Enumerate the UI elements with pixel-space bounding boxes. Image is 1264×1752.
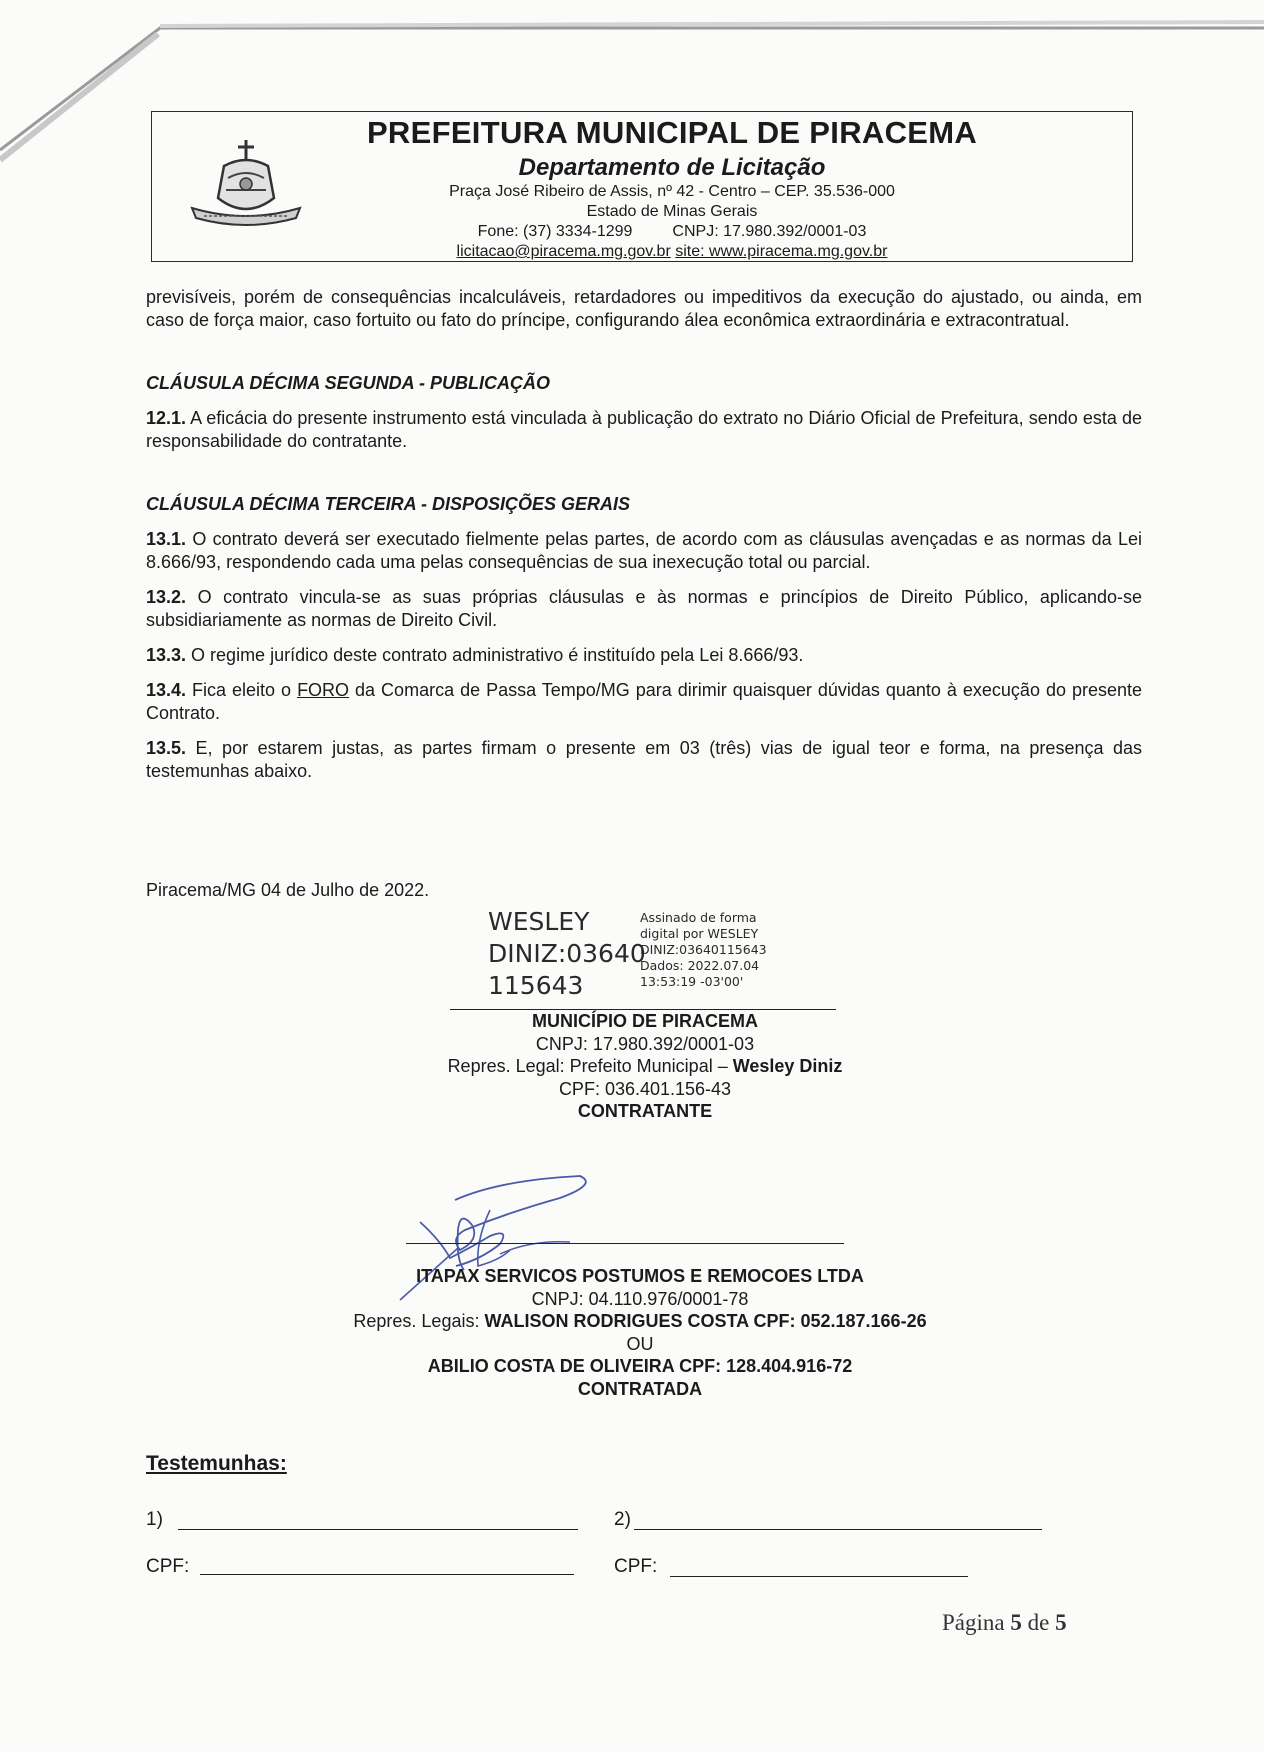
email-link[interactable]: licitacao@piracema.mg.gov.br — [456, 243, 671, 260]
department-name: Departamento de Licitação — [518, 154, 826, 181]
contratante-representative: Repres. Legal: Prefeito Municipal – Wesley Diniz — [447, 1056, 843, 1076]
contratada-role: CONTRATADA — [577, 1378, 703, 1399]
clause-number: 13.1. — [146, 529, 187, 549]
municipal-crest-icon — [184, 138, 308, 238]
intro-paragraph: previsíveis, porém de consequências incalculáveis, retardadores ou impeditivos da execução do ajustado, ou ainda, em caso de força maior, caso fortuito ou fato do príncipe, configurando álea econômica extraordinária e extracontratual. — [146, 287, 1142, 330]
witness-1-cpf-line — [200, 1574, 574, 1575]
clause-text-post: da Comarca de Passa Tempo/MG para dirimir quaisquer dúvidas quanto à execução do presente Contrato. — [146, 680, 1142, 723]
clause-13-1 — [146, 528, 1142, 574]
contratada-cnpj: CNPJ: 04.110.976/0001-78 — [531, 1288, 749, 1309]
clause-12-1 — [146, 407, 1142, 453]
clause-13-4 — [146, 679, 1142, 725]
clause-number: 13.3. — [146, 645, 187, 665]
signature-line-contratada — [406, 1243, 844, 1244]
address: Praça José Ribeiro de Assis, nº 42 - Centro – CEP. 35.536-000 — [449, 183, 895, 200]
header-cnpj: CNPJ: 17.980.392/0001-03 — [672, 223, 867, 240]
letterhead-text — [322, 112, 1022, 262]
contratante-block — [340, 1010, 950, 1123]
foro-term: FORO — [297, 680, 350, 700]
contratada-block — [220, 1265, 1060, 1400]
clause-text: O contrato vincula-se as suas próprias cláusulas e às normas e princípios de Direito Público, aplicando-se subsidiariamente as normas de Direito Civil. — [146, 587, 1142, 630]
contratada-rep2: ABILIO COSTA DE OLIVEIRA CPF: 128.404.916-72 — [427, 1356, 853, 1376]
org-name: PREFEITURA MUNICIPAL DE PIRACEMA — [366, 115, 978, 150]
phone-cnpj-line — [322, 222, 1022, 242]
digital-signature-name: WESLEY DINIZ:03640 115643 — [488, 907, 646, 1000]
witness-1-signature-line — [178, 1529, 578, 1530]
witness-2-cpf-label: CPF: — [614, 1556, 658, 1577]
clause-12-title: CLÁUSULA DÉCIMA SEGUNDA - PUBLICAÇÃO — [146, 373, 550, 393]
clause-13-2 — [146, 586, 1142, 632]
clause-13-title: CLÁUSULA DÉCIMA TERCEIRA - DISPOSIÇÕES GERAIS — [146, 494, 631, 514]
contract-body — [146, 286, 1142, 795]
digital-signature-info: Assinado de forma digital por WESLEY DINIZ:03640115643 Dados: 2022.07.04 13:53:19 -03'00' — [640, 910, 767, 989]
digital-signature — [486, 906, 826, 1002]
contratante-cnpj: CNPJ: 17.980.392/0001-03 — [535, 1033, 755, 1054]
contratada-or: OU — [626, 1333, 654, 1354]
contact-line — [322, 242, 1022, 262]
contratada-representatives: Repres. Legais: WALISON RODRIGUES COSTA CPF: 052.187.166-26 — [353, 1311, 927, 1331]
clause-text: A eficácia do presente instrumento está vinculada à publicação do extrato no Diário Oficial de Prefeitura, sendo esta de responsabilidade do contratante. — [146, 408, 1142, 451]
date-line: Piracema/MG 04 de Julho de 2022. — [146, 880, 430, 900]
site-link[interactable]: site: www.piracema.mg.gov.br — [675, 243, 888, 260]
letterhead — [151, 111, 1133, 262]
witness-2-label: 2) — [614, 1509, 631, 1530]
contratante-name: MUNICÍPIO DE PIRACEMA — [531, 1011, 758, 1031]
witness-1-cpf-label: CPF: — [146, 1556, 190, 1577]
clause-number: 13.2. — [146, 587, 187, 607]
contratante-role: CONTRATANTE — [577, 1101, 713, 1121]
witness-1-label: 1) — [146, 1509, 163, 1530]
clause-text: E, por estarem justas, as partes firmam o presente em 03 (três) vias de igual teor e forma, na presença das testemunhas abaixo. — [146, 738, 1142, 781]
clause-number: 12.1. — [146, 408, 187, 428]
clause-text: O regime jurídico deste contrato administrativo é instituído pela Lei 8.666/93. — [186, 645, 804, 665]
contratada-name: ITAPAX SERVICOS POSTUMOS E REMOCOES LTDA — [416, 1266, 864, 1286]
clause-number: 13.5. — [146, 738, 187, 758]
witnesses-title: Testemunhas: — [146, 1452, 287, 1475]
witness-2-cpf-line — [670, 1576, 968, 1577]
clause-13-3 — [146, 644, 1142, 667]
witness-2-signature-line — [634, 1529, 1042, 1530]
clause-text: O contrato deverá ser executado fielmente pelas partes, de acordo com as cláusulas avençadas e as normas da Lei 8.666/93, respondendo cada uma pelas consequências de sua inexecução total ou parcial. — [146, 529, 1142, 572]
clause-number: 13.4. — [146, 680, 187, 700]
page-number: Página 5 de 5 — [942, 1610, 1067, 1635]
contratante-cpf: CPF: 036.401.156-43 — [558, 1078, 732, 1099]
state: Estado de Minas Gerais — [586, 203, 758, 220]
clause-text-pre: Fica eleito o — [186, 680, 298, 700]
clause-13-5 — [146, 737, 1142, 783]
phone: Fone: (37) 3334-1299 — [477, 223, 633, 240]
